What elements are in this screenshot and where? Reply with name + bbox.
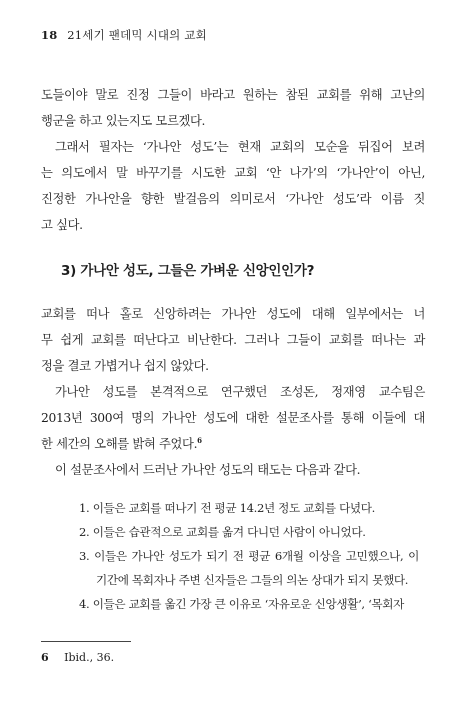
list-item: 3. 이들은 가나안 성도가 되기 전 평균 6개월 이상을 고민했으나, 이: [79, 549, 419, 563]
body-line: 이 설문조사에서 드러난 가나안 성도의 태도는 다음과 같다.: [55, 463, 361, 477]
body-line: 행군을 하고 있는지도 모르겠다.: [41, 114, 206, 128]
body-line: 정을 결코 가볍거나 쉽지 않았다.: [41, 359, 209, 373]
section-heading: 3) 가나안 성도, 그들은 가벼운 신앙인인가?: [61, 263, 315, 279]
page-number: 18: [41, 28, 58, 42]
body-text: 한 세간의 오해를 밝혀 주었다.: [41, 437, 198, 451]
footnote-reference[interactable]: 6: [197, 435, 202, 445]
footnote: [41, 651, 114, 664]
body-line: 가나안 성도를 본격적으로 연구했던 조성돈, 정재영 교수팀은: [55, 385, 425, 399]
body-line: 는 의도에서 말 바꾸기를 시도한 교회 ‘안 나가’의 ‘가나안’이 아닌,: [41, 166, 425, 180]
list-item: 1. 이들은 교회를 떠나기 전 평균 14.2년 정도 교회를 다녔다.: [79, 501, 375, 515]
list-item: 4. 이들은 교회를 옮긴 가장 큰 이유로 ‘자유로운 신앙생활’, ‘목회자: [79, 597, 404, 611]
running-head-title: 21세기 팬데믹 시대의 교회: [67, 28, 207, 42]
body-line-with-footnote-ref: [41, 435, 425, 453]
body-line: 2013년 300여 명의 가나안 성도에 대한 설문조사를 통해 이들에 대: [41, 411, 425, 425]
footnote-text: Ibid., 36.: [64, 651, 115, 664]
running-head: [41, 27, 207, 43]
body-line: 무 쉽게 교회를 떠난다고 비난한다. 그러나 그들이 교회를 떠나는 과: [41, 333, 425, 347]
footnote-divider: [41, 641, 131, 642]
body-line: 그래서 필자는 ‘가나안 성도’는 현재 교회의 모순을 뒤집어 보려: [55, 140, 425, 154]
list-item: 2. 이들은 습관적으로 교회를 옮겨 다니던 사람이 아니었다.: [79, 525, 366, 539]
body-line: 도들이야 말로 진정 그들이 바라고 원하는 참된 교회를 위해 고난의: [41, 88, 425, 102]
footnote-number: 6: [41, 651, 49, 664]
body-line: 고 싶다.: [41, 218, 83, 232]
body-line: 교회를 떠나 홀로 신앙하려는 가나안 성도에 대해 일부에서는 너: [41, 307, 425, 321]
body-line: 진정한 가나안을 향한 발걸음의 의미로서 ‘가나안 성도’라 이름 짓: [41, 192, 425, 206]
list-item-continuation: 기간에 목회자나 주변 신자들은 그들의 의논 상대가 되지 못했다.: [96, 573, 409, 587]
